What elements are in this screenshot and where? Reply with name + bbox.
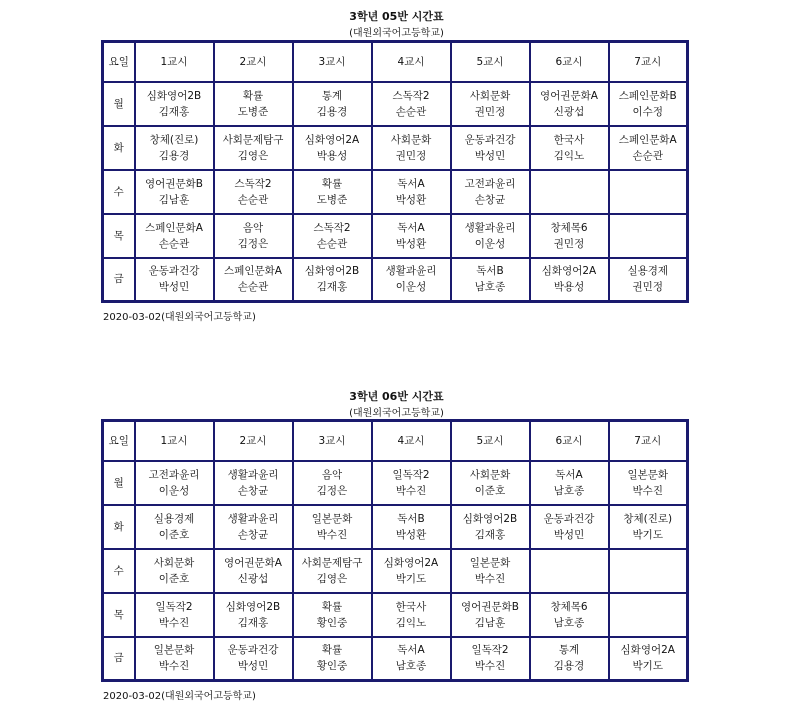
- teacher-name: 김재홍: [237, 616, 269, 629]
- class-cell: [214, 126, 293, 170]
- class-cell: [135, 637, 214, 681]
- day-label: 월: [103, 461, 135, 505]
- class-cell: [451, 549, 530, 593]
- teacher-name: 박기도: [632, 660, 663, 673]
- subject-name: 스페인문화A: [145, 221, 203, 234]
- class-cell: [530, 505, 609, 549]
- class-cell: [530, 214, 609, 258]
- subject-name: 영어권문화A: [540, 89, 598, 102]
- teacher-name: 박용성: [316, 149, 348, 162]
- teacher-name: 김정은: [237, 237, 269, 250]
- class-cell: [135, 126, 214, 170]
- teacher-name: 김정은: [316, 484, 348, 497]
- period-header: 1교시: [135, 421, 214, 461]
- class-cell: [293, 214, 372, 258]
- teacher-name: 김영은: [316, 572, 348, 585]
- subject-name: 일독작2: [155, 600, 193, 613]
- subject-name: 사회문화: [469, 89, 511, 102]
- class-cell: [530, 82, 609, 126]
- subject-name: 일독작2: [471, 644, 509, 657]
- class-cell: [372, 637, 451, 681]
- subject-name: 심화영어2A: [620, 644, 675, 657]
- class-cell: [214, 258, 293, 302]
- teacher-name: 박수진: [158, 660, 190, 673]
- header-row: [103, 42, 688, 82]
- class-cell: [135, 258, 214, 302]
- teacher-name: 이운성: [158, 484, 190, 497]
- day-label: 수: [103, 170, 135, 214]
- school-name: (대원외국어고등학교): [349, 28, 444, 39]
- teacher-name: 도병준: [237, 105, 269, 118]
- teacher-name: 남호종: [474, 281, 506, 294]
- teacher-name: 손창균: [237, 528, 269, 541]
- subject-name: 독서A: [397, 221, 425, 234]
- subject-name: 사회문화: [390, 133, 432, 146]
- subject-name: 음악: [242, 221, 264, 234]
- teacher-name: 이운성: [474, 237, 506, 250]
- subject-name: 스페인문화A: [224, 265, 282, 278]
- day-row: [103, 82, 688, 126]
- class-cell: [214, 593, 293, 637]
- teacher-name: 박성환: [395, 528, 427, 541]
- class-cell: [293, 637, 372, 681]
- teacher-name: 박기도: [632, 528, 663, 541]
- class-cell: [214, 214, 293, 258]
- period-header: 7교시: [609, 42, 688, 82]
- teacher-name: 이준호: [158, 528, 190, 541]
- subject-name: 운동과건강: [227, 644, 279, 657]
- class-cell: [214, 549, 293, 593]
- teacher-name: 김용경: [158, 149, 190, 162]
- day-row: [103, 549, 688, 593]
- subject-name: 심화영어2B: [462, 512, 518, 525]
- timetable: [101, 40, 689, 303]
- subject-name: 독서A: [555, 468, 583, 481]
- class-cell: [135, 549, 214, 593]
- class-cell: [293, 461, 372, 505]
- timetable: [101, 419, 689, 682]
- teacher-name: 권민정: [395, 149, 427, 162]
- day-label: 목: [103, 214, 135, 258]
- subject-name: 영어권문화B: [461, 600, 519, 613]
- class-cell: [609, 461, 688, 505]
- subject-name: 스페인문화A: [618, 133, 677, 146]
- class-cell: [530, 549, 609, 593]
- day-header: 요일: [103, 42, 135, 82]
- subject-name: 스독작2: [234, 177, 272, 190]
- class-cell: [609, 126, 688, 170]
- subject-name: 스독작2: [313, 221, 351, 234]
- teacher-name: 신광섭: [553, 105, 585, 118]
- teacher-name: 신광섭: [237, 572, 269, 585]
- teacher-name: 남호종: [553, 616, 585, 629]
- subject-name: 한국사: [395, 600, 427, 613]
- teacher-name: 손순관: [395, 105, 427, 118]
- teacher-name: 김영은: [237, 149, 269, 162]
- class-cell: [372, 461, 451, 505]
- teacher-name: 박기도: [395, 572, 427, 585]
- teacher-name: 도병준: [316, 193, 348, 206]
- period-header: 6교시: [530, 42, 609, 82]
- subject-name: 창체목6: [550, 221, 588, 234]
- day-label: 금: [103, 258, 135, 302]
- class-cell: [451, 258, 530, 302]
- class-cell: [609, 505, 688, 549]
- class-cell: [293, 593, 372, 637]
- teacher-name: 박수진: [474, 660, 506, 673]
- class-cell: [372, 549, 451, 593]
- class-cell: [372, 593, 451, 637]
- teacher-name: 이준호: [158, 572, 190, 585]
- class-cell: [214, 637, 293, 681]
- subject-name: 확률: [321, 177, 343, 190]
- teacher-name: 박성환: [395, 193, 427, 206]
- period-header: 2교시: [214, 421, 293, 461]
- teacher-name: 박성민: [474, 149, 506, 162]
- subject-name: 심화영어2A: [304, 133, 360, 146]
- teacher-name: 박성민: [158, 281, 190, 294]
- class-cell: [451, 82, 530, 126]
- class-cell: [609, 549, 688, 593]
- subject-name: 사회문화: [153, 556, 195, 569]
- footer-date: 2020-03-02(대원외국어고등학교): [103, 312, 256, 323]
- subject-name: 심화영어2A: [541, 265, 597, 278]
- schedule-title: 3학년 06반 시간표: [349, 390, 444, 403]
- day-label: 화: [103, 126, 135, 170]
- school-name: (대원외국어고등학교): [349, 408, 444, 419]
- footer-date: 2020-03-02(대원외국어고등학교): [103, 691, 256, 702]
- period-header: 7교시: [609, 421, 688, 461]
- class-cell: [135, 461, 214, 505]
- subject-name: 사회문제탐구: [301, 556, 363, 569]
- period-header: 4교시: [372, 421, 451, 461]
- class-cell: [451, 461, 530, 505]
- period-header: 5교시: [451, 421, 530, 461]
- subject-name: 창체(진로): [623, 512, 673, 525]
- teacher-name: 손창균: [474, 193, 506, 206]
- class-cell: [372, 82, 451, 126]
- day-row: [103, 505, 688, 549]
- teacher-name: 손창균: [237, 484, 269, 497]
- subject-name: 창체목6: [550, 600, 588, 613]
- subject-name: 생활과윤리: [385, 265, 437, 278]
- day-row: [103, 258, 688, 302]
- teacher-name: 남호종: [553, 484, 585, 497]
- class-cell: [451, 593, 530, 637]
- subject-name: 확률: [321, 644, 343, 657]
- subject-name: 일본문화: [153, 644, 195, 657]
- subject-name: 운동과건강: [543, 512, 595, 525]
- teacher-name: 손순관: [316, 237, 348, 250]
- subject-name: 생활과윤리: [464, 221, 516, 234]
- subject-name: 일독작2: [392, 468, 430, 481]
- day-label: 월: [103, 82, 135, 126]
- subject-name: 심화영어2B: [146, 89, 202, 102]
- subject-name: 독서A: [397, 177, 425, 190]
- subject-name: 일본문화: [311, 512, 353, 525]
- teacher-name: 박수진: [632, 484, 663, 497]
- teacher-name: 이수정: [632, 105, 663, 118]
- teacher-name: 박수진: [474, 572, 506, 585]
- day-row: [103, 170, 688, 214]
- day-row: [103, 214, 688, 258]
- subject-name: 확률: [242, 89, 264, 102]
- class-cell: [293, 258, 372, 302]
- subject-name: 독서A: [397, 644, 425, 657]
- class-cell: [293, 170, 372, 214]
- subject-name: 영어권문화A: [224, 556, 282, 569]
- period-header: 5교시: [451, 42, 530, 82]
- subject-name: 일본문화: [627, 468, 669, 481]
- subject-name: 운동과건강: [148, 265, 200, 278]
- subject-name: 실용경제: [153, 512, 195, 525]
- class-cell: [530, 593, 609, 637]
- day-label: 목: [103, 593, 135, 637]
- subject-name: 사회문제탐구: [222, 133, 284, 146]
- subject-name: 생활과윤리: [227, 512, 279, 525]
- class-cell: [451, 505, 530, 549]
- subject-name: 한국사: [553, 133, 585, 146]
- teacher-name: 김익노: [553, 149, 585, 162]
- teacher-name: 박성환: [395, 237, 427, 250]
- teacher-name: 박수진: [395, 484, 427, 497]
- teacher-name: 이운성: [395, 281, 427, 294]
- class-cell: [135, 170, 214, 214]
- class-cell: [214, 82, 293, 126]
- subject-name: 고전과윤리: [464, 177, 516, 190]
- subject-name: 실용경제: [627, 265, 669, 278]
- class-cell: [135, 214, 214, 258]
- day-header: 요일: [103, 421, 135, 461]
- subject-name: 심화영어2B: [304, 265, 360, 278]
- class-cell: [293, 82, 372, 126]
- class-cell: [372, 214, 451, 258]
- class-cell: [530, 461, 609, 505]
- day-row: [103, 461, 688, 505]
- teacher-name: 권민정: [553, 237, 585, 250]
- teacher-name: 손순관: [237, 193, 269, 206]
- teacher-name: 박수진: [316, 528, 348, 541]
- subject-name: 스페인문화B: [618, 89, 677, 102]
- subject-name: 일본문화: [469, 556, 511, 569]
- period-header: 2교시: [214, 42, 293, 82]
- subject-name: 심화영어2A: [383, 556, 439, 569]
- class-cell: [530, 170, 609, 214]
- subject-name: 창체(진로): [149, 133, 199, 146]
- class-cell: [530, 126, 609, 170]
- teacher-name: 손순관: [237, 281, 269, 294]
- day-label: 금: [103, 637, 135, 681]
- class-cell: [372, 170, 451, 214]
- class-cell: [609, 593, 688, 637]
- subject-name: 생활과윤리: [227, 468, 279, 481]
- day-row: [103, 593, 688, 637]
- class-cell: [214, 461, 293, 505]
- class-cell: [530, 258, 609, 302]
- day-row: [103, 637, 688, 681]
- class-cell: [135, 505, 214, 549]
- class-cell: [530, 637, 609, 681]
- period-header: 6교시: [530, 421, 609, 461]
- class-cell: [214, 170, 293, 214]
- class-cell: [372, 126, 451, 170]
- class-cell: [293, 549, 372, 593]
- class-cell: [451, 637, 530, 681]
- class-cell: [451, 170, 530, 214]
- teacher-name: 김남훈: [158, 193, 190, 206]
- teacher-name: 손순관: [158, 237, 190, 250]
- subject-name: 영어권문화B: [145, 177, 203, 190]
- subject-name: 심화영어2B: [225, 600, 281, 613]
- teacher-name: 남호종: [395, 660, 427, 673]
- class-cell: [609, 637, 688, 681]
- period-header: 3교시: [293, 42, 372, 82]
- class-cell: [451, 126, 530, 170]
- teacher-name: 김용경: [553, 660, 585, 673]
- period-header: 4교시: [372, 42, 451, 82]
- class-cell: [609, 258, 688, 302]
- teacher-name: 김용경: [316, 105, 348, 118]
- day-label: 화: [103, 505, 135, 549]
- day-label: 수: [103, 549, 135, 593]
- subject-name: 사회문화: [469, 468, 511, 481]
- subject-name: 음악: [321, 468, 343, 481]
- class-cell: [609, 214, 688, 258]
- teacher-name: 손순관: [632, 149, 663, 162]
- class-cell: [609, 82, 688, 126]
- teacher-name: 김재홍: [316, 281, 348, 294]
- teacher-name: 권민정: [474, 105, 506, 118]
- period-header: 1교시: [135, 42, 214, 82]
- teacher-name: 박용성: [553, 281, 585, 294]
- class-cell: [135, 82, 214, 126]
- subject-name: 고전과윤리: [148, 468, 200, 481]
- teacher-name: 김재홍: [474, 528, 506, 541]
- teacher-name: 박성민: [237, 660, 269, 673]
- subject-name: 운동과건강: [464, 133, 516, 146]
- subject-name: 확률: [321, 600, 343, 613]
- subject-name: 스독작2: [392, 89, 430, 102]
- teacher-name: 황인중: [316, 660, 348, 673]
- subject-name: 통계: [321, 89, 343, 102]
- teacher-name: 박성민: [553, 528, 585, 541]
- teacher-name: 김남훈: [474, 616, 506, 629]
- teacher-name: 김재홍: [158, 105, 190, 118]
- day-row: [103, 126, 688, 170]
- teacher-name: 김익노: [395, 616, 427, 629]
- header-row: [103, 421, 688, 461]
- teacher-name: 박수진: [158, 616, 190, 629]
- teacher-name: 황인중: [316, 616, 348, 629]
- class-cell: [372, 258, 451, 302]
- class-cell: [372, 505, 451, 549]
- subject-name: 독서B: [397, 512, 425, 525]
- class-cell: [609, 170, 688, 214]
- teacher-name: 이준호: [474, 484, 506, 497]
- schedule-title: 3학년 05반 시간표: [349, 10, 444, 23]
- period-header: 3교시: [293, 421, 372, 461]
- subject-name: 독서B: [476, 265, 504, 278]
- class-cell: [293, 126, 372, 170]
- subject-name: 통계: [558, 644, 580, 657]
- class-cell: [214, 505, 293, 549]
- teacher-name: 권민정: [632, 281, 663, 294]
- class-cell: [293, 505, 372, 549]
- class-cell: [135, 593, 214, 637]
- class-cell: [451, 214, 530, 258]
